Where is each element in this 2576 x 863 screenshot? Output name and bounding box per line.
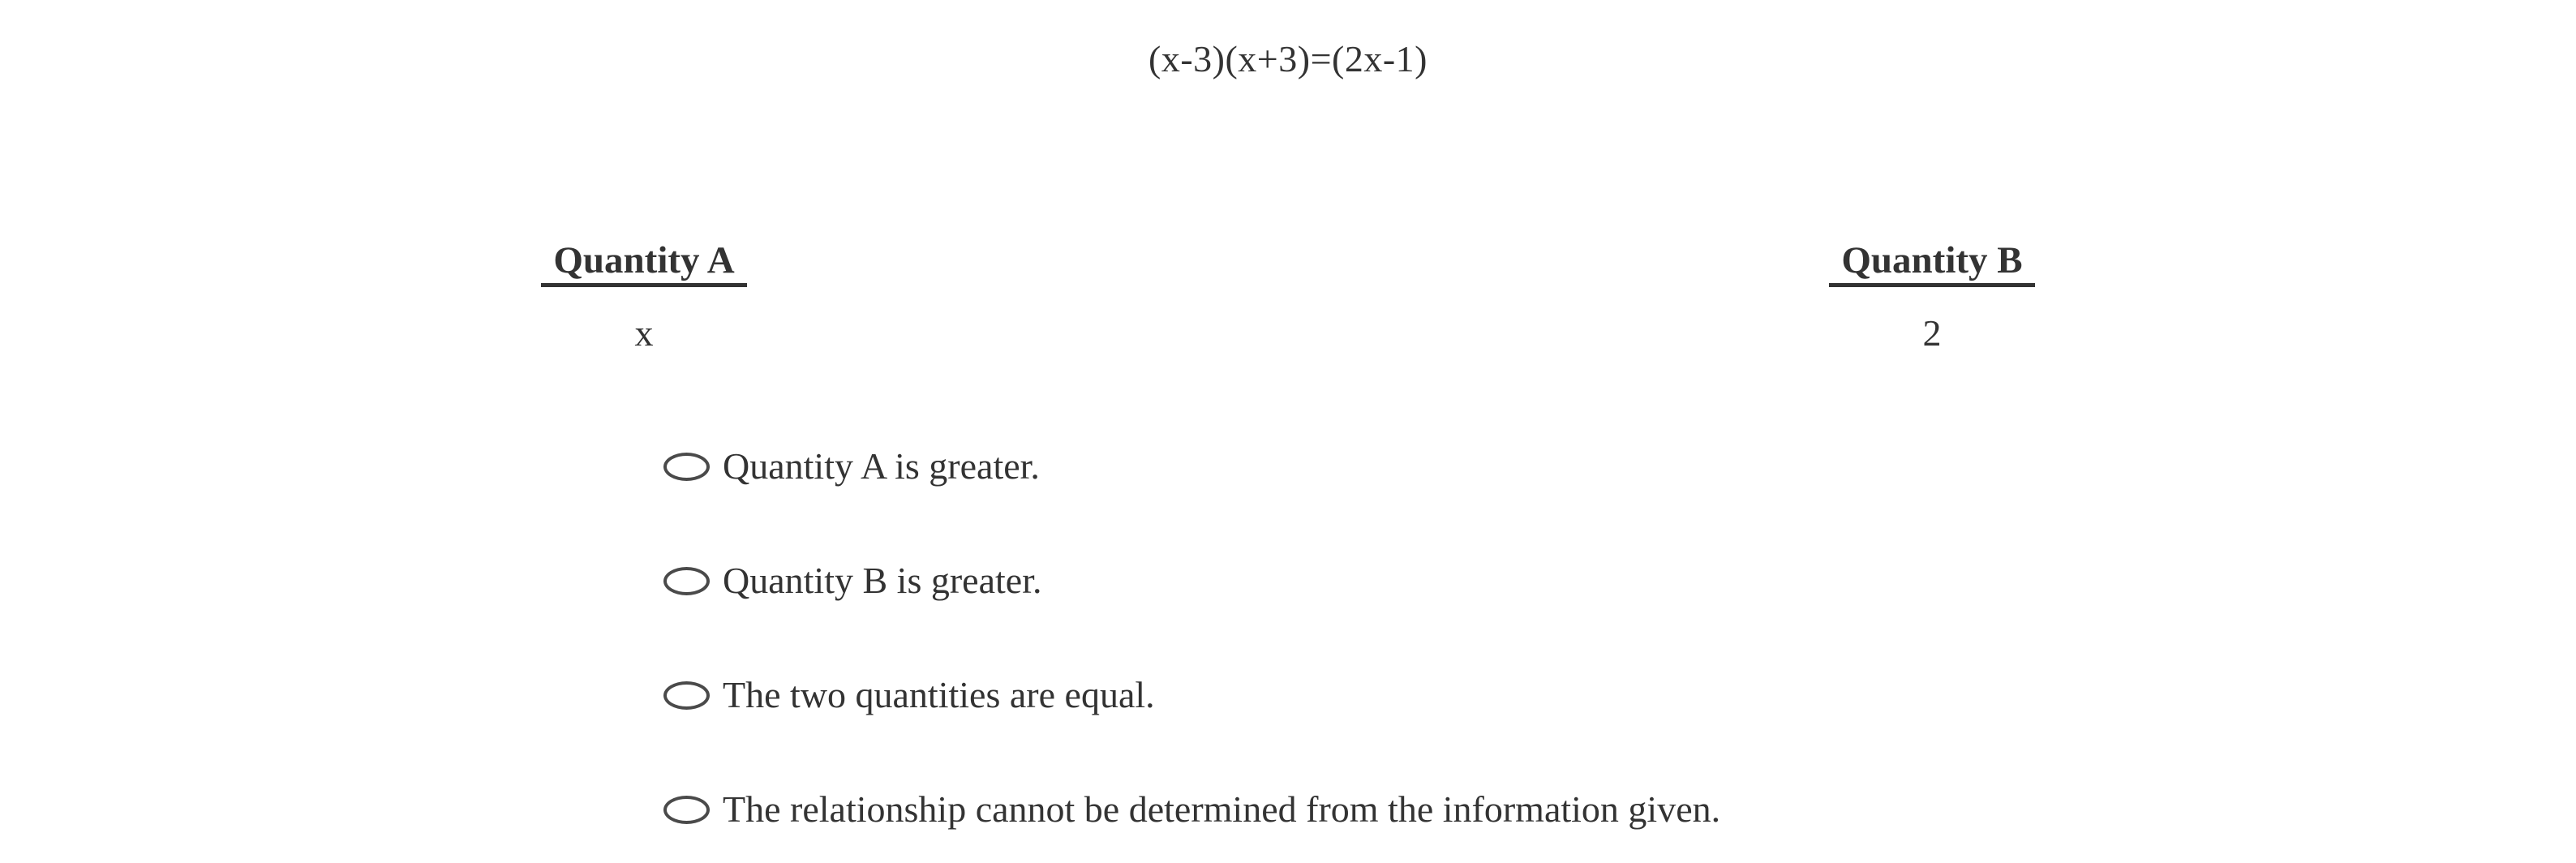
radio-button-icon[interactable] — [663, 567, 710, 595]
option-quantity-b-greater[interactable] — [663, 562, 1720, 599]
radio-button-icon[interactable] — [663, 681, 710, 710]
quantity-b-header: Quantity B — [1829, 240, 2034, 287]
option-label: Quantity B is greater. — [723, 560, 1042, 601]
answer-options — [663, 445, 1721, 863]
option-label: The two quantities are equal. — [723, 674, 1155, 715]
option-quantity-a-greater[interactable] — [663, 445, 1720, 487]
quantity-comparison — [0, 240, 2576, 352]
option-quantities-equal[interactable] — [663, 676, 1720, 714]
option-cannot-be-determined[interactable] — [663, 788, 1721, 830]
radio-button-icon[interactable] — [663, 453, 710, 481]
quantity-a-column — [0, 240, 1288, 352]
radio-button-icon[interactable] — [663, 796, 710, 824]
quantity-a-value: x — [634, 311, 654, 354]
given-equation: (x-3)(x+3)=(2x-1) — [1148, 38, 1428, 79]
quantity-b-column — [1288, 240, 2576, 352]
option-label: Quantity A is greater. — [723, 445, 1040, 487]
quantity-a-header: Quantity A — [541, 240, 746, 287]
quantity-b-value: 2 — [1922, 311, 1942, 354]
option-label: The relationship cannot be determined from the information given. — [723, 788, 1721, 830]
